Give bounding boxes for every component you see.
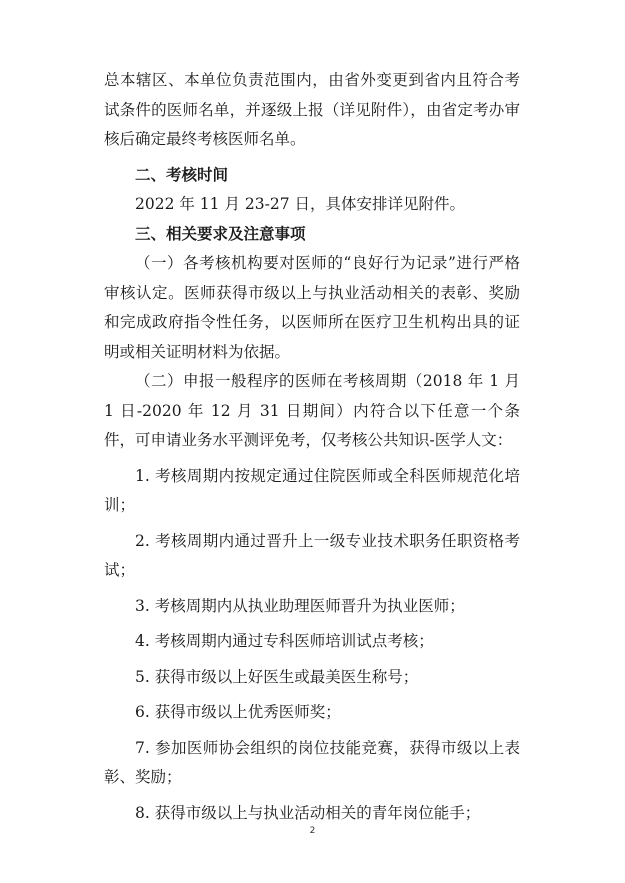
paragraph-exam-date: 2022 年 11 月 23-27 日，具体安排详见附件。 (135, 195, 465, 213)
condition-item-5: 5. 获得市级以上好医生或最美医生称号； (135, 667, 419, 686)
paragraph-requirement-2: （二）申报一般程序的医师在考核周期（2018 年 1 月 1 日-2020 年 12 月 31 日期间）内符合以下任意一个条件，可申请业务水平测评免考，仅考核公共知识-医学人文： (104, 372, 520, 449)
section-heading-requirements: 三、相关要求及注意事项 (135, 224, 306, 243)
section-heading-exam-time: 二、考核时间 (135, 165, 229, 184)
paragraph-requirement-1: （一）各考核机构要对医师的“良好行为记录”进行严格审核认定。医师获得市级以上与执业活动相关的表彰、奖励和完成政府指令性任务，以医师所在医疗卫生机构出具的证明或相关证明材料为依据。 (104, 254, 520, 361)
page-number: 2 (309, 826, 316, 836)
condition-item-3: 3. 考核周期内从执业助理医师晋升为执业医师； (135, 596, 465, 615)
condition-item-2: 2. 考核周期内通过晋升上一级专业技术职务任职资格考试； (104, 531, 520, 579)
document-body (104, 66, 520, 828)
condition-item-4: 4. 考核周期内通过专科医师培训试点考核； (135, 632, 434, 650)
condition-item-8: 8. 获得市级以上与执业活动相关的青年岗位能手； (135, 803, 481, 822)
condition-item-6: 6. 获得市级以上优秀医师奖； (135, 703, 341, 721)
paragraph-continuation: 总本辖区、本单位负责范围内，由省外变更到省内且符合考试条件的医师名单，并逐级上报（详见附件），由省定考办审核后确定最终考核医师名单。 (104, 71, 520, 148)
condition-item-1: 1. 考核周期内按规定通过住院医师或全科医师规范化培训； (104, 466, 520, 514)
condition-item-7: 7. 参加医师协会组织的岗位技能竞赛，获得市级以上表彰、奖励； (104, 738, 520, 786)
